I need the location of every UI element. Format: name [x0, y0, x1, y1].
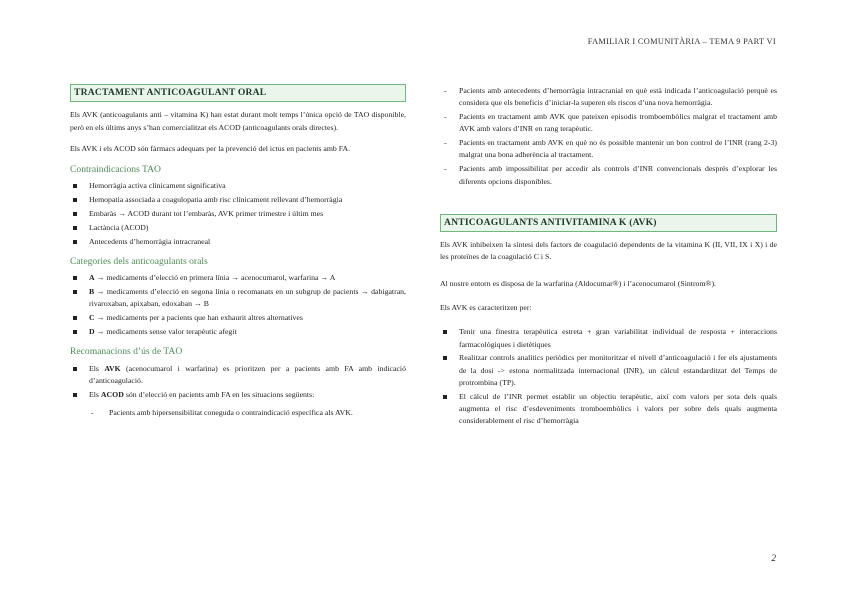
left-column	[70, 84, 406, 425]
list-item: Hemopatia associada a coagulopatia amb risc clínicament rellevant d’hemorràgia	[70, 194, 406, 206]
category-letter: A	[89, 273, 95, 283]
avk-paragraph-3: Els AVK es caracteritzen per:	[440, 303, 532, 313]
list-item: Antecedents d’hemorràgia intracraneal	[70, 236, 406, 248]
list-item: El càlcul de l’INR permet establir un objectiu terapèutic, així com valors per sota dels quals augmenta el risc d’esdeveniments tromboembòlics i valors per sobre dels quals augmenta considerablement el risc d’hemorràgia	[440, 391, 777, 428]
list-item	[70, 312, 406, 324]
category-text: → medicaments d’elecció en segona línia o recomanats en un subgrup de pacients → dabigatran, rivaroxaban, apixaban, edoxaban → B	[89, 287, 406, 309]
list-item: Lactància (ACOD)	[70, 222, 406, 234]
acod-situations-list	[70, 407, 406, 419]
list-item: Tenir una finestra terapèutica estreta + gran variabilitat individual de resposta + interaccions farmacològiques i dietètiques	[440, 326, 777, 351]
heading-recommendations: Recomanacions d’ús de TAO	[70, 346, 183, 358]
list-item: Hemorràgia activa clínicament significativa	[70, 180, 406, 192]
list-item: Embaràs → ACOD durant tot l’embaràs, AVK primer trimestre i últim mes	[70, 208, 406, 220]
categories-list	[70, 272, 406, 338]
section-title-avk: ANTICOAGULANTS ANTIVITAMINA K (AVK)	[440, 214, 777, 232]
page-number: 2	[771, 553, 776, 563]
category-text: → medicaments per a pacients que han exhaurit altres alternatives	[94, 313, 303, 323]
list-item	[70, 272, 406, 284]
list-item: - Pacients en tractament amb AVK en què no és possible mantenir un bon control de l’INR (rang 2-3) malgrat una bona adherència al tractament.	[440, 137, 777, 162]
list-item: Els ACOD són d’elecció en pacients amb FA en les situacions següents:	[70, 389, 406, 401]
avk-paragraph-1: Els AVK inhibeixen la síntesi dels factors de coagulació dependents de la vitamina K (II, VII, IX i X) i de les proteïnes de la coagulació C i S.	[440, 240, 777, 262]
list-item: - Pacients amb antecedents d’hemorràgia intracranial en què està indicada l’anticoagulació perquè es considera que els beneficis d’iniciar-la superen els riscos d’una nova hemorràgia.	[440, 85, 777, 110]
contraindications-list	[70, 180, 406, 247]
category-text: → medicaments sense valor terapèutic afegit	[94, 326, 237, 336]
list-item: Els AVK (acenocumarol i warfarina) es prioritzen per a pacients amb FA amb indicació d’anticoagulació.	[70, 363, 406, 388]
list-item	[70, 326, 406, 338]
list-item: - Pacients amb impossibilitat per accedir als controls d’INR convencionals després d’explorar les diferents opcions disponibles.	[440, 163, 777, 188]
list-item: - Pacients amb hipersensibilitat coneguda o contraindicació específica als AVK.	[70, 407, 406, 419]
list-item	[70, 286, 406, 311]
heading-categories: Categories dels anticoagulants orals	[70, 255, 208, 267]
category-text: → medicaments d’elecció en primera línia → acenocumarol, warfarina → A	[94, 273, 336, 283]
heading-contraindications: Contraindicacions TAO	[70, 164, 161, 176]
running-header: FAMILIAR I COMUNITÀRIA – TEMA 9 PART VI	[587, 37, 776, 46]
category-letter: C	[89, 313, 95, 323]
avk-features-list	[440, 326, 777, 427]
intro-paragraph-1: Els AVK (anticoagulants anti – vitamina K) han estat durant molt temps l’única opció de TAO disponible, però en els últims anys s’han comercialitzat els ACOD (anticoagulants orals directes).	[70, 110, 406, 132]
list-item: - Pacients en tractament amb AVK que pateixen episodis tromboembòlics malgrat el tractament amb AVK amb valors d’INR en rang terapèutic.	[440, 111, 777, 136]
list-item: Realitzar controls analítics periòdics per monitoritzar el nivell d’anticoagulació i fer els ajustaments de la dosi -> estona normalitzada internacional (INR), un càlcul estandarditzat del Temps de protrombina (TP).	[440, 352, 777, 389]
category-letter: B	[89, 287, 95, 297]
avk-paragraph-2: Al nostre entorn es disposa de la warfarina (Aldocumar®) i l’acenocumarol (Sintrom®).	[440, 278, 716, 288]
section-title-tao: TRACTAMENT ANTICOAGULANT ORAL	[70, 84, 406, 102]
intro-paragraph-2: Els AVK i els ACOD són fàrmacs adequats per la prevenció del ictus en pacients amb FA.	[70, 143, 351, 153]
recommendations-list	[70, 363, 406, 401]
right-column	[440, 84, 777, 434]
category-letter: D	[89, 326, 95, 336]
acod-situations-continued-list	[440, 85, 777, 188]
